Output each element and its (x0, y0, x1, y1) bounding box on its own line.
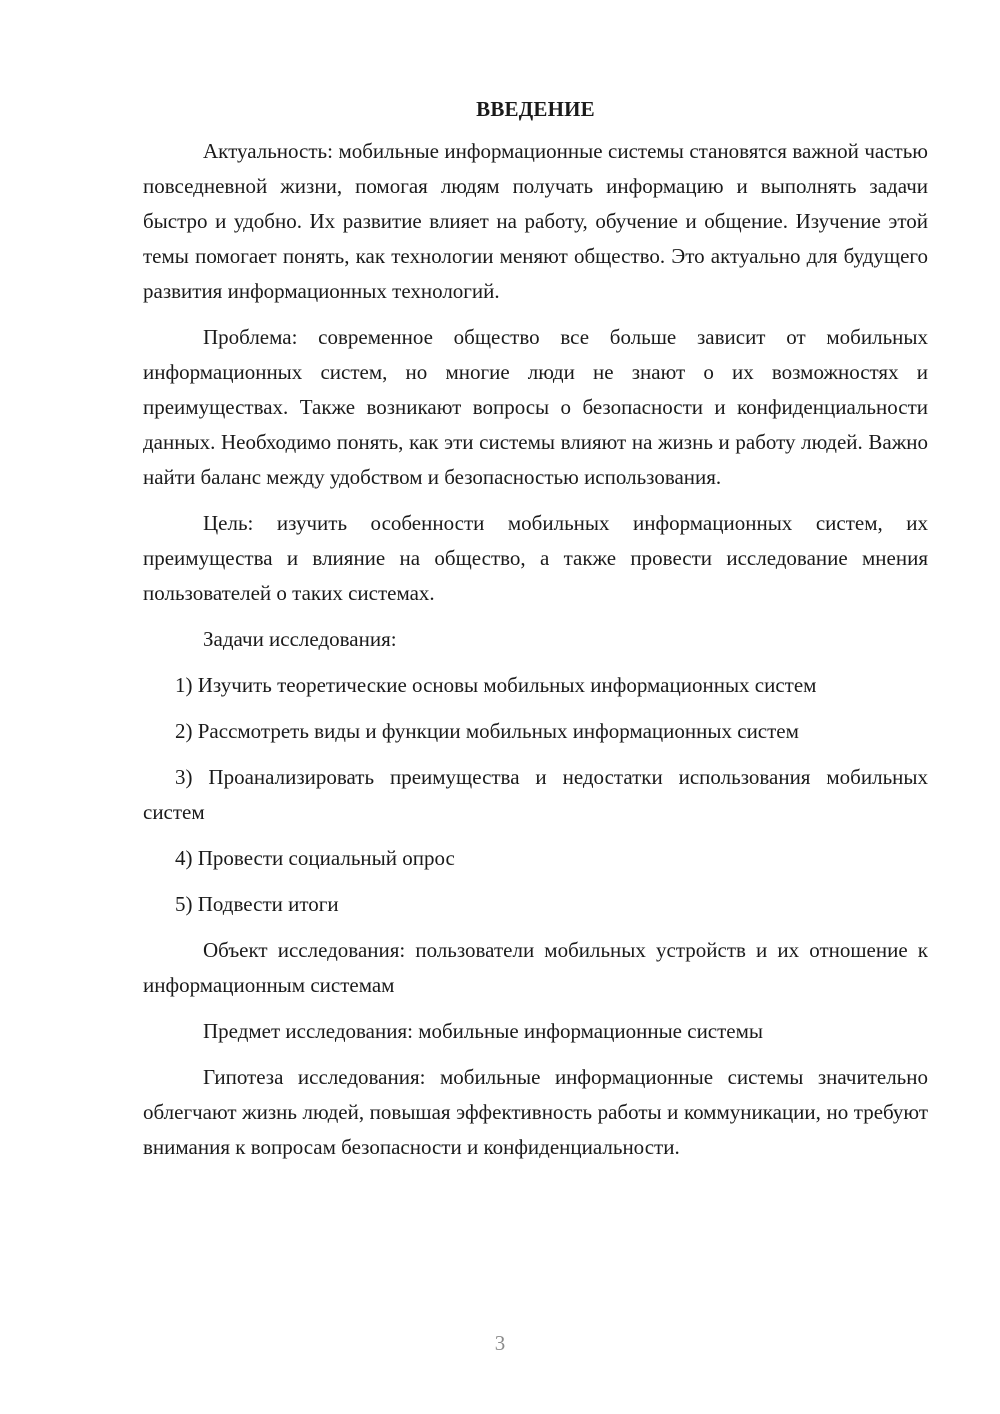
task-item-2: 2) Рассмотреть виды и функции мобильных информационных систем (175, 719, 799, 743)
paragraph-hypothesis: Гипотеза исследования: мобильные информационные системы значительно облегчают жизнь людей, повышая эффективность работы и коммуникации, но требуют внимания к вопросам безопасности и конфиденциальности. (143, 1065, 928, 1159)
paragraph-goal: Цель: изучить особенности мобильных информационных систем, их преимущества и влияние на общество, а также провести исследование мнения пользователей о таких системах. (143, 511, 928, 605)
task-item-1: 1) Изучить теоретические основы мобильных информационных систем (175, 673, 817, 697)
task-item-5: 5) Подвести итоги (175, 892, 339, 916)
task-item-3: 3) Проанализировать преимущества и недостатки использования мобильных систем (143, 765, 928, 824)
paragraph-relevance: Актуальность: мобильные информационные системы становятся важной частью повседневной жизни, помогая людям получать информацию и выполнять задачи быстро и удобно. Их развитие влияет на работу, обучение и общение. Изучение этой темы помогает понять, как технологии меняют общество. Это актуально для будущего развития информационных технологий. (143, 139, 928, 303)
paragraph-problem: Проблема: современное общество все больше зависит от мобильных информационных систем, но многие люди не знают о их возможностях и преимуществах. Также возникают вопросы о безопасности и конфиденциальности данных. Необходимо понять, как эти системы влияют на жизнь и работу людей. Важно найти баланс между удобством и безопасностью использования. (143, 325, 928, 489)
paragraph-subject: Предмет исследования: мобильные информационные системы (203, 1019, 764, 1043)
page-title: ВВЕДЕНИЕ (476, 97, 595, 121)
paragraph-object: Объект исследования: пользователи мобильных устройств и их отношение к информационным системам (143, 938, 928, 997)
task-item-4: 4) Провести социальный опрос (175, 846, 455, 870)
tasks-heading: Задачи исследования: (203, 627, 397, 651)
page-number: 3 (494, 1331, 506, 1355)
page-content (143, 92, 928, 1165)
